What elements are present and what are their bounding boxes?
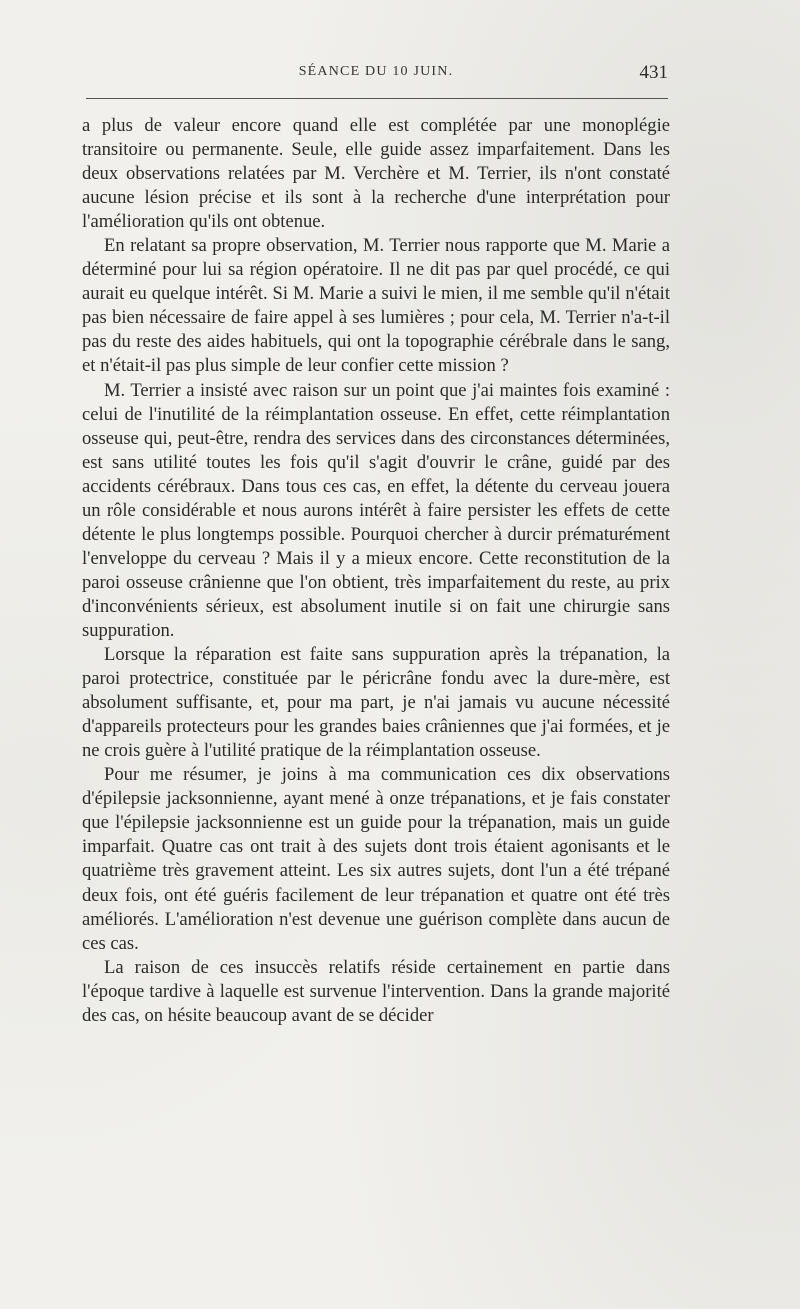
- page-number: 431: [639, 62, 668, 83]
- body-text: [82, 114, 670, 1028]
- paragraph-3: M. Terrier a insisté avec raison sur un point que j'ai maintes fois examiné : celui de l'inutilité de la réimplantation osseuse. En effet, cette réimplantation osseuse qui, peut-être, rendra des services dans des circonstances déterminées, est sans utilité toutes les fois qu'il s'agit d'ouvrir le crâne, guidé par des accidents cérébraux. Dans tous ces cas, en effet, la détente du cerveau jouera un rôle considérable et nous aurons intérêt à faire persister les effets de cette détente le plus longtemps possible. Pourquoi chercher à durcir prématurément l'enveloppe du cerveau ? Mais il y a mieux encore. Cette reconstitution de la paroi osseuse crânienne que l'on obtient, très imparfaitement du reste, au prix d'inconvénients sérieux, est absolument inutile si on fait une chirurgie sans suppuration.: [82, 379, 670, 641]
- paragraph-6: La raison de ces insuccès relatifs réside certainement en partie dans l'époque tardive à laquelle est survenue l'intervention. Dans la grande majorité des cas, on hésite beaucoup avant de se décider: [82, 956, 670, 1026]
- paragraph-5: Pour me résumer, je joins à ma communication ces dix observations d'épilepsie jacksonnienne, ayant mené à onze trépanations, et je fais constater que l'épilepsie jacksonnienne est un guide pour la trépanation, mais un guide imparfait. Quatre cas ont trait à des sujets dont trois étaient agonisants et le quatrième très gravement atteint. Les six autres sujets, dont l'un a été trépané deux fois, ont été guéris facilement de leur trépanation et quatre ont été très améliorés. L'amélioration n'est devenue une guérison complète dans aucun de ces cas.: [82, 764, 670, 954]
- paragraph-4: Lorsque la réparation est faite sans suppuration après la trépanation, la paroi protectrice, constituée par le péricrâne fondu avec la dure-mère, est absolument suffisante, et, pour ma part, je n'ai jamais vu aucune nécessité d'appareils protecteurs pour les grandes baies crâniennes que j'ai formées, et je ne crois guère à l'utilité pratique de la réimplantation osseuse.: [82, 644, 670, 762]
- running-head: [84, 62, 668, 88]
- paragraph-1: a plus de valeur encore quand elle est complétée par une monoplégie transitoire ou permanente. Seule, elle guide assez imparfaitement. Dans les deux observations relatées par M. Verchère et M. Terrier, ils n'ont constaté aucune lésion précise et ils sont à la recherche d'une interprétation pour l'amélioration qu'ils ont obtenue.: [82, 115, 670, 233]
- paragraph-2: En relatant sa propre observation, M. Terrier nous rapporte que M. Marie a déterminé pour lui sa région opératoire. Il ne dit pas par quel procédé, ce qui aurait eu quelque intérêt. Si M. Marie a suivi le mien, il me semble qu'il n'était pas bien nécessaire de faire appel à ses lumières ; pour cela, M. Terrier n'a-t-il pas du reste des aides habituels, qui ont la topographie cérébrale dans le sang, et n'était-il pas plus simple de leur confier cette mission ?: [82, 235, 670, 377]
- header-rule: [86, 98, 668, 99]
- running-title: SÉANCE DU 10 JUIN.: [298, 64, 454, 79]
